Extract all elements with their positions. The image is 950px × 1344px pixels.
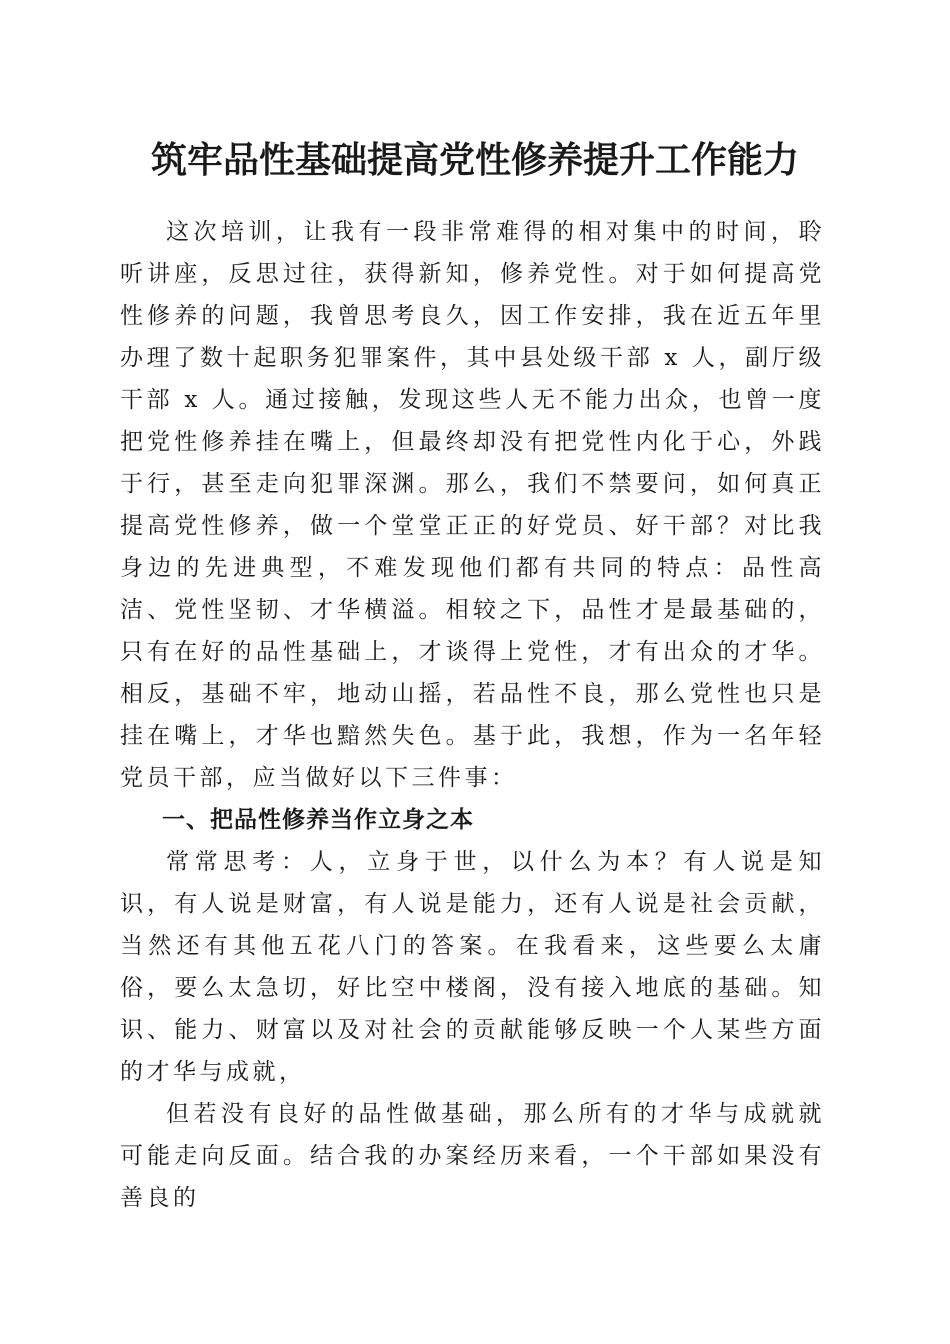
paragraph-section-1: 常常思考：人，立身于世，以什么为本？有人说是知识，有人说是财富，有人说是能力，还有人说是社会贡献，当然还有其他五花八门的答案。在我看来，这些要么太庸俗，要么太急切，好比空中楼阁，没有接入地底的基础。知识、能力、财富以及对社会的贡献能够反映一个人某些方面的才华与成就， — [120, 849, 825, 1085]
document-title: 筑牢品性基础提高党性修养提升工作能力 — [150, 139, 799, 181]
paragraph-intro: 这次培训，让我有一段非常难得的相对集中的时间，聆听讲座，反思过往，获得新知，修养党性。对于如何提高党性修养的问题，我曾思考良久，因工作安排，我在近五年里办理了数十起职务犯罪案件，其中县处级干部 x 人，副厅级干部 x 人。通过接触，发现这些人无不能力出众，也曾一度把党性修养挂在嘴上，但最终却没有把党性内化于心，外践于行，甚至走向犯罪深渊。那么，我们不禁要问，如何真正提高党性修养，做一个堂堂正正的好党员、好干部？对比我身边的先进典型，不难发现他们都有共同的特点：品性高洁、党性坚韧、才华横溢。相较之下，品性才是最基础的，只有在好的品性基础上，才谈得上党性，才有出众的才华。相反，基础不牢，地动山摇，若品性不良，那么党性也只是挂在嘴上，才华也黯然失色。基于此，我想，作为一名年轻党员干部，应当做好以下三件事： — [120, 219, 825, 791]
paragraph-section-1-continued: 但若没有良好的品性做基础，那么所有的才华与成就就可能走向反面。结合我的办案经历来看，一个干部如果没有善良的 — [120, 1101, 825, 1211]
document-body — [120, 211, 825, 1219]
section-heading-1: 一、把品性修养当作立身之本 — [162, 807, 474, 833]
